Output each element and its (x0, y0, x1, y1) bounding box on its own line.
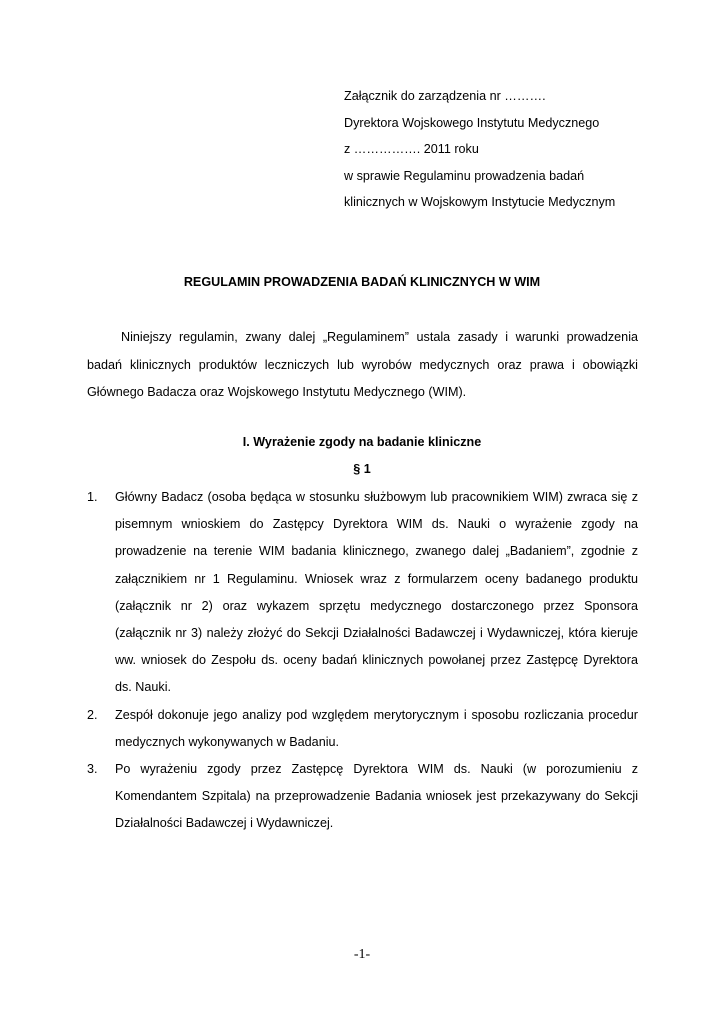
list-item (87, 484, 638, 702)
header-line-subject-cont: klinicznych w Wojskowym Instytucie Medycznym (344, 195, 616, 209)
list-item-number: 2. (87, 707, 98, 722)
point-list (87, 484, 638, 838)
paragraph-mark: § 1 (353, 462, 371, 476)
section-heading: I. Wyrażenie zgody na badanie kliniczne (242, 435, 482, 449)
list-item (87, 702, 638, 756)
header-line-director: Dyrektora Wojskowego Instytutu Medycznego (344, 115, 600, 130)
list-item-text: Po wyrażeniu zgody przez Zastępcę Dyrektora WIM ds. Nauki (w porozumieniu z Komendantem Szpitala) na przeprowadzenie Badania wniosek jest przekazywany do Sekcji Działalności Badawczej i Wydawniczej. (115, 762, 638, 831)
list-item-number: 3. (87, 762, 98, 777)
document-title: REGULAMIN PROWADZENIA BADAŃ KLINICZNYCH W WIM (183, 275, 541, 289)
intro-paragraph: Niniejszy regulamin, zwany dalej „Regulaminem” ustala zasady i warunki prowadzenia badań klinicznych produktów leczniczych lub wyrobów medycznych oraz prawa i obowiązki Głównego Badacza oraz Wojskowego Instytutu Medycznego (WIM). (87, 330, 638, 399)
list-item (87, 756, 638, 838)
list-item-text: Zespół dokonuje jego analizy pod względem merytorycznym i sposobu rozliczania procedur medycznych wykonywanych w Badaniu. (115, 707, 638, 749)
header-line-attachment: Załącznik do zarządzenia nr ………. (344, 89, 546, 103)
page-number: -1- (353, 947, 371, 962)
list-item-text: Główny Badacz (osoba będąca w stosunku służbowym lub pracownikiem WIM) zwraca się z pisemnym wnioskiem do Zastępcy Dyrektora WIM ds. Nauki o wyrażenie zgody na prowadzenie na terenie WIM badania klinicznego, zwanego dalej „Badaniem”, zgodnie z załącznikiem nr 1 Regulaminu. Wniosek wraz z formularzem oceny badanego produktu (załącznik nr 2) oraz wykazem sprzętu medycznego dostarczonego przez Sponsora (załącznik nr 3) należy złożyć do Sekcji Działalności Badawczej i Wydawniczej, która kieruje ww. wniosek do Zespołu ds. oceny badań klinicznych powołanej przez Zastępcę Dyrektora ds. Nauki. (115, 490, 638, 695)
attachment-header (344, 86, 714, 219)
header-line-date: z ……………. 2011 roku (344, 142, 479, 156)
list-item-number: 1. (87, 490, 98, 504)
header-line-subject: w sprawie Regulaminu prowadzenia badań (344, 168, 585, 183)
